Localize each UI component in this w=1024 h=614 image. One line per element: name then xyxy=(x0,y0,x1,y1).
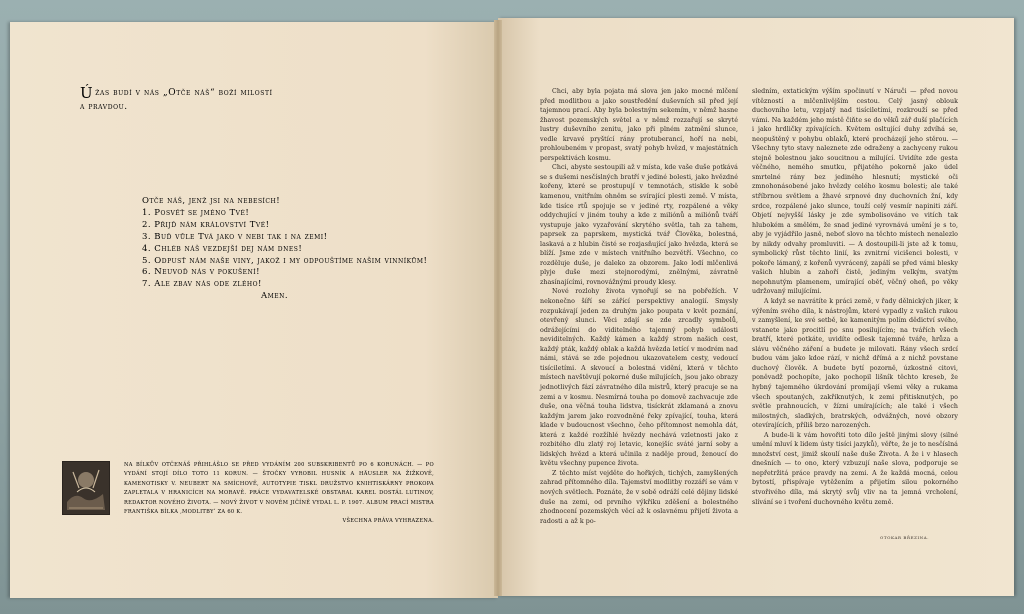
paragraph: Chci, abyste sestoupili až v místa, kde vaše duše potkává se s dušemi nesčíslných bratří v jediné bolesti, jako hvězdné kořeny, které se prostupují v temnotách, stiskle k sobě kamenou, vnitřním ohněm se svírající plesti země. V místa, kde tisíce rtů spojuje se v jediné rty, rozpálené a věky oddychující v jiném touhy a kde z miliónů a miliónů tváří vystupuje jako vyzařování skrytého světla, tah za tahem, paprsek za paprskem, mystická tvář Člověka, bolestná, laskavá a z hlubin čisté se rozjasňující jako hvězda, která se blíží. Jsme zde v místech vnitřního bezvětří. Všechno, co rozděluje duše, je daleko za obzorem. Jako lodí mlčenlivá plyje duše mezi stejnorodými, znělnými, závratně zhasínajícími, rovnovážnými proudy klesy. xyxy=(540,164,738,286)
page-heading xyxy=(80,86,280,114)
prayer-line: 4. Chléb náš vezdejší dej nám dnes! xyxy=(142,243,303,254)
rights-notice: VŠECHNA PRÁVA VYHRAZENA. xyxy=(342,518,434,525)
heading-text: žas budí v nás „Otče náš“ boží milostí a pravdou. xyxy=(80,88,273,112)
prayer-line: 1. Posvěť se jméno Tvé! xyxy=(142,207,250,218)
vignette-illustration xyxy=(62,461,110,515)
prayer-line: 3. Buď vůle Tvá jako v nebi tak i na zemi! xyxy=(142,231,328,242)
colophon-text xyxy=(124,461,434,527)
paragraph: Nové rozlohy života vynořují se na pobřežích. V nekonečno šíří se zářící perspektivy analogií. Smysly rozpukávají jeden za druhým jako poupata v květ poznání, otevřený slunci. Věci zdají se zde zrcadly symbolů, odrážejícími do viditelného tajemný pohyb události neviditelných. Každý kámen a každý strom našich cest, každý pták, každý oblak a každá hvězda letící v modrém nad námi, stává se zde pojednou ukazovatelem cesty, vedoucí tisíciletími. A skvoucí a bolestná vidění, která v těchto místech navštěvují pokorné duše milujících, jsou jako obrazy jednotlivých fází závratného díla mistrů, který pracuje se na zemi a v kosmu. Nesmírná touha po domově zachvacuje zde duše, ona věčná touha lidstva, tisíckrát zklamaná a znovu každým jarem jako rozvodněné řeky zpívající, touha, která klade v budoucnost všechno, čeho přítomnost nemohla dát, která z každé rozžíhlé hvězdy nechává vzletnosti jako z rozbitého dlu zlatý roj letavic, konejšíc sváté jarní soby a lidských hvězd a která učinila z naděje proud, ženoucí do květu všechny pupence života. xyxy=(540,288,738,468)
colophon-body: NA BÍLKŮV OTČENÁŠ PŘIHLÁŠLO SE PŘED VYDÁNÍM 200 SUBSKRIBENTŮ PO 6 KORUNÁCH. — PO VYDÁNÍ STOJÍ DÍLO TOTO 11 KORUN. — ŠTOČKY VYROBIL HUSNÍK A HÄUSLER NA ŽIŽKOVĚ, KAMENOTISKY V. NEUBERT NA SMÍCHOVĚ, AUTOTYPIE TISKL DRUŽSTVO KNIHTISKÁRNY PROKOPA ZAPLETALA V HRANICÍCH NA MORAVĚ. PRÁCE VYDAVATELSKÉ OBSTARAL KAREL DOSTÁL LUTINOV, REDAKTOR NOVÉHO ŽIVOTA. — NOVÝ ŽIVOT V NOVÉM JIČÍNĚ VYDAL L. P. 1907. ALBUM PRACÍ MISTRA FRANTIŠKA BÍLKA ‚MODLITBY‘ ZA 60 K. xyxy=(124,462,434,516)
paragraph: Chci, aby byla pojata má slova jen jako mocné mlčení před modlitbou a jako soustředění duševních sil před její tajemnou prací. Aby byla bolestným sekemím, v němž hasne žhavost pozemských světel a v němž rozzařují se skryté lustry duševního zenitu, jako při plném zatmění slunce, vedle krvavé pryštící rány protuberancí, hoří na nebi, prohloubeném v propast, svatý pohyb hvězd, v majestátních perspektivách kosmu. xyxy=(540,88,738,162)
paragraph: sledním, extatickým výším spočinutí v Náruči — před novou vítězností a mlčenlivějším cestou. Celý jasný oblouk duchovního letu, vzpjatý nad tisíciletími, rozkrouží se před vámi. Na každém jeho místě čiňte se do věků zář duší plačících i jako hrdličky zpívajících. Květem osltující duhy zdvíhá se, neopuštěný v pohybu oblaků, které procházejí jeho stěrou. — Všechny tyto stavy naleznete zde odraženy a zachyceny rukou stejně bolestnou jako soucitnou a milující. Uvidíte zde gesta věčného, nemého smutku, přijatého pokorně jako údel smrtelné rány bez jediného hlesnutí; mystické oči zmnohonásobené jako hvězdy celého kosmu bolesti; ale také stříbrnou světlem a žhavé srpnové dny duchovních žní, kdy srdce, rozpálené jako slunce, touží celý vesmír napiniti září. Objetí nejvyšší lásky je zde symbolisováno ve vitích tak hlubokém a smělém, že snad jediné vyrovnává umění je s to, aby je vyjádřilo jasně, neboť slovo na těchto místech nenalezlo by nikdy odvahy promluviti. — A dostoupili-li jste až k tomu, symbolický růst těchto linií, ks zvnitrní vicišenci bolesti, v pokoře lámaný, z kořenů vyvrácený, zapálí se před vámi blesky vašich hlubin a zahoří čistě, jediným velkým, svatým nepohnutým plamenem, umírající oběť, věčný oheň, po věky udržovaný milujícími. xyxy=(752,88,958,296)
paragraph: A když se navrátíte k práci země, v řady dělnických jiker, k výřením svého díla, k nástrojům, které vypadly z vašich rukou v zamyšlení, ke své setbě, ke kamenitým polím dědictví svého, vstanete jako procitlí po snu posilujícím; na tvářích všech bratří, které potkáte, uvidíte odlesk tajemné tváře, hrůza a slávu věčného záření a budete je milovati. Rány všech srdcí budou vám jako kdoe rází, v nichž dřímá a z nichž povstane duchový člověk. A budete bytí pozorně, úzkostně citovi, poněvadž pochopíte, jako pochopil lišník těchto kreseb, že hybný tajemného úkrdování promíjají všemi věky a rukama všech spoutaných, zakřiknutých, k zemi přitisknutých, po světle prahnoucích, v žízni umírajících; ale také i všech milostných, sladkých, bratrských, odvážných, nové obzory otevírajících, příliš brzo narozených. xyxy=(752,298,958,430)
paragraph: Z těchto míst vejděte do hořkých, tichých, zamyšlených zahrad přítomného díla. Tajemství modlitby rozzáří se vám v nových světlech. Poznáte, že v sobě odráží celé dějiny lidské duše na zemi, od prvního výkřiku zděšení a bolestného zhodnocení pozemských věcí až k oslavnému přijetí života a radosti a až k po- xyxy=(540,469,738,525)
prayer-amen: Amen. xyxy=(261,291,289,302)
prayer-line: Otče náš, jenž jsi na nebesích! xyxy=(142,196,281,206)
text-column-2 xyxy=(752,87,958,507)
paragraph: A bude-li k vám hovořiti toto dílo ještě jinými slovy (silné umění mluví k lidem ústy tisíci jazyků), věřte, že je to nesčíslná množství cest, jimiž skoulí naše duše Života. A že i v hlasech dnešních — to ono, který vzbuzují naše slova, podporuje se nepřetržitá práce pravdy na zemi. A že každá mocná, celou bytostí, přispívaje vytěžením a přijetím silou pokorného stvořivého díla, má skrytý svůj vliv na ta jemná vrcholení, slívání se i tvoření duchovného květu země. xyxy=(752,431,958,506)
prayer-text xyxy=(142,196,472,303)
heading-dropcap: Ú xyxy=(80,84,94,102)
prayer-line: 7. Ale zbav nás ode zlého! xyxy=(142,279,262,290)
prayer-line: 5. Odpusť nám naše viny, jakož i my odpouštíme našim vinníkům! xyxy=(142,255,428,266)
text-column-1 xyxy=(540,87,738,526)
prayer-line: 6. Neuvoď nás v pokušení! xyxy=(142,267,261,278)
prayer-line: 2. Přijď nám království Tvé! xyxy=(142,219,270,230)
book-gutter xyxy=(494,20,502,596)
author-signature: OTOKAR BŘEZINA. xyxy=(880,535,930,540)
